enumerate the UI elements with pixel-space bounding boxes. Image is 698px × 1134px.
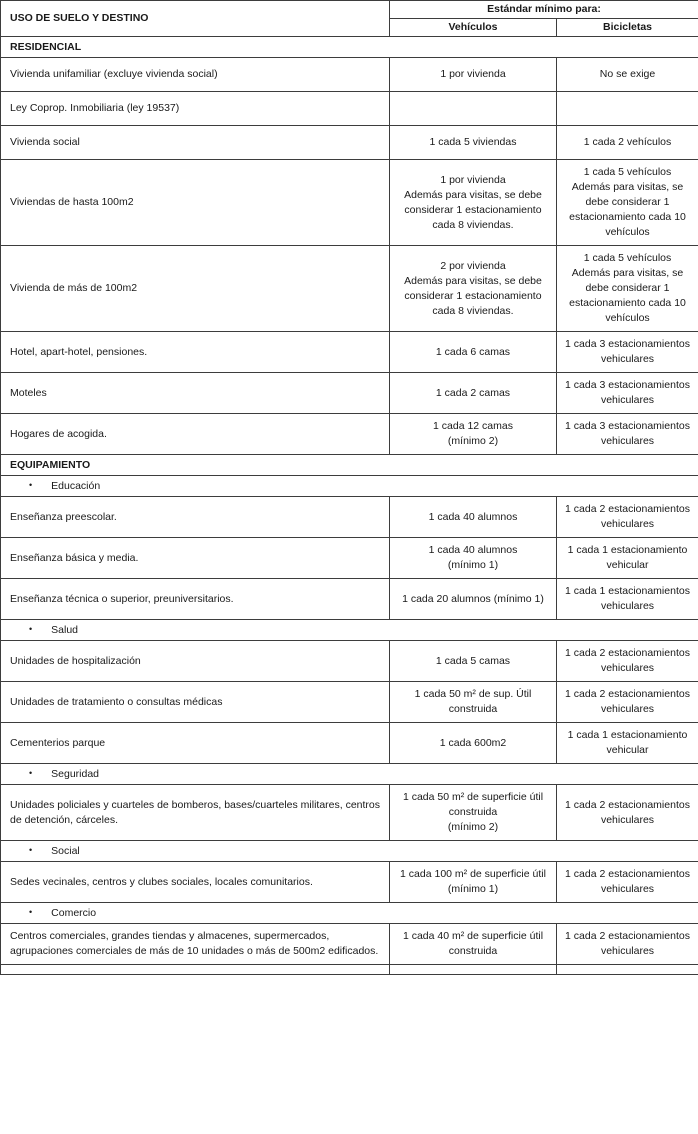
section-row: [1, 37, 698, 58]
bullet-icon: •: [29, 768, 33, 778]
table-header: [1, 1, 698, 37]
use-cell: Moteles: [1, 373, 390, 414]
bicicletas-cell: [557, 965, 698, 975]
subsection-label: Social: [51, 845, 80, 857]
bicicletas-cell: 1 cada 2 estacionamientos vehiculares: [557, 785, 698, 841]
use-cell: Enseñanza técnica o superior, preuniversitarios.: [1, 579, 390, 620]
table-row: [1, 92, 698, 126]
table-row: [1, 862, 698, 903]
vehiculos-cell: 1 cada 50 m² de sup. Útil construida: [390, 682, 557, 723]
use-cell: Vivienda unifamiliar (excluye vivienda social): [1, 58, 390, 92]
subsection-row: [1, 476, 698, 497]
use-cell: Enseñanza básica y media.: [1, 538, 390, 579]
use-cell: Unidades de hospitalización: [1, 641, 390, 682]
bicicletas-cell: 1 cada 1 estacionamiento vehicular: [557, 723, 698, 764]
table-row: [1, 126, 698, 160]
subsection-row: [1, 841, 698, 862]
table-row: [1, 723, 698, 764]
section-header-cell: RESIDENCIAL: [1, 37, 698, 58]
column-header-vehiculos: Vehículos: [390, 19, 557, 37]
vehiculos-cell: 1 cada 20 alumnos (mínimo 1): [390, 579, 557, 620]
subsection-row: [1, 903, 698, 924]
use-cell: Unidades policiales y cuarteles de bomberos, bases/cuarteles militares, centros de detención, cárceles.: [1, 785, 390, 841]
use-cell: Vivienda social: [1, 126, 390, 160]
bullet-icon: •: [29, 845, 33, 855]
use-cell: Cementerios parque: [1, 723, 390, 764]
bicicletas-cell: 1 cada 2 estacionamientos vehiculares: [557, 497, 698, 538]
table-row: [1, 58, 698, 92]
use-cell: Ley Coprop. Inmobiliaria (ley 19537): [1, 92, 390, 126]
vehiculos-cell: 1 cada 40 alumnos (mínimo 1): [390, 538, 557, 579]
table-row: [1, 682, 698, 723]
table-row: [1, 579, 698, 620]
vehiculos-cell: 1 cada 40 alumnos: [390, 497, 557, 538]
use-cell: Hogares de acogida.: [1, 414, 390, 455]
table-row: [1, 785, 698, 841]
partial-row: [1, 965, 698, 975]
bicicletas-cell: 1 cada 2 estacionamientos vehiculares: [557, 682, 698, 723]
subsection-row: [1, 620, 698, 641]
vehiculos-cell: 1 cada 5 camas: [390, 641, 557, 682]
bicicletas-cell: 1 cada 2 estacionamientos vehiculares: [557, 641, 698, 682]
vehiculos-cell: 1 cada 2 camas: [390, 373, 557, 414]
use-cell: Hotel, apart-hotel, pensiones.: [1, 332, 390, 373]
vehiculos-cell: 2 por vivienda Además para visitas, se debe considerar 1 estacionamiento cada 8 viviendas.: [390, 246, 557, 332]
vehiculos-cell: 1 cada 40 m² de superficie útil construida: [390, 924, 557, 965]
subsection-label: Seguridad: [51, 768, 100, 780]
bullet-icon: •: [29, 480, 33, 490]
use-cell: Centros comerciales, grandes tiendas y almacenes, supermercados, agrupaciones comerciales de más de 10 unidades o más de 500m2 edificados.: [1, 924, 390, 965]
subsection-label: Salud: [51, 624, 79, 636]
bicicletas-cell: 1 cada 2 estacionamientos vehiculares: [557, 924, 698, 965]
column-header-uso-de-suelo: USO DE SUELO Y DESTINO: [1, 1, 390, 37]
column-header-estandar-minimo: Estándar mínimo para:: [390, 1, 698, 19]
bicicletas-cell: 1 cada 5 vehículos Además para visitas, se debe considerar 1 estacionamiento cada 10 vehículos: [557, 246, 698, 332]
bicicletas-cell: 1 cada 1 estacionamiento vehicular: [557, 538, 698, 579]
section-row: [1, 455, 698, 476]
subsection-cell: [1, 476, 698, 497]
bicicletas-cell: 1 cada 5 vehículos Además para visitas, se debe considerar 1 estacionamiento cada 10 vehículos: [557, 160, 698, 246]
subsection-row: [1, 764, 698, 785]
vehiculos-cell: 1 cada 50 m² de superficie útil construida (mínimo 2): [390, 785, 557, 841]
bicicletas-cell: No se exige: [557, 58, 698, 92]
subsection-label: Comercio: [51, 907, 97, 919]
vehiculos-cell: [390, 965, 557, 975]
header-row-top: [1, 1, 698, 19]
use-cell: Vivienda de más de 100m2: [1, 246, 390, 332]
use-cell: [1, 965, 390, 975]
bicicletas-cell: 1 cada 3 estacionamientos vehiculares: [557, 332, 698, 373]
table-row: [1, 246, 698, 332]
use-cell: Viviendas de hasta 100m2: [1, 160, 390, 246]
subsection-label: Educación: [51, 480, 101, 492]
bicicletas-cell: 1 cada 2 estacionamientos vehiculares: [557, 862, 698, 903]
table-row: [1, 414, 698, 455]
table-row: [1, 641, 698, 682]
section-header-cell: EQUIPAMIENTO: [1, 455, 698, 476]
table-row: [1, 332, 698, 373]
vehiculos-cell: 1 cada 12 camas (mínimo 2): [390, 414, 557, 455]
vehiculos-cell: [390, 92, 557, 126]
use-cell: Enseñanza preescolar.: [1, 497, 390, 538]
use-cell: Unidades de tratamiento o consultas médicas: [1, 682, 390, 723]
bicicletas-cell: 1 cada 2 vehículos: [557, 126, 698, 160]
vehiculos-cell: 1 cada 100 m² de superficie útil (mínimo 1): [390, 862, 557, 903]
column-header-bicicletas: Bicicletas: [557, 19, 698, 37]
vehiculos-cell: 1 cada 600m2: [390, 723, 557, 764]
vehiculos-cell: 1 cada 5 viviendas: [390, 126, 557, 160]
bullet-icon: •: [29, 907, 33, 917]
vehiculos-cell: 1 cada 6 camas: [390, 332, 557, 373]
subsection-cell: [1, 764, 698, 785]
table-body: [1, 37, 698, 975]
bicicletas-cell: 1 cada 3 estacionamientos vehiculares: [557, 373, 698, 414]
subsection-cell: [1, 620, 698, 641]
table-row: [1, 538, 698, 579]
table-row: [1, 497, 698, 538]
table-row: [1, 160, 698, 246]
bullet-icon: •: [29, 624, 33, 634]
table-row: [1, 373, 698, 414]
subsection-cell: [1, 903, 698, 924]
bicicletas-cell: 1 cada 3 estacionamientos vehiculares: [557, 414, 698, 455]
vehiculos-cell: 1 por vivienda Además para visitas, se debe considerar 1 estacionamiento cada 8 viviendas.: [390, 160, 557, 246]
table-row: [1, 924, 698, 965]
vehiculos-cell: 1 por vivienda: [390, 58, 557, 92]
bicicletas-cell: 1 cada 1 estacionamientos vehiculares: [557, 579, 698, 620]
subsection-cell: [1, 841, 698, 862]
use-cell: Sedes vecinales, centros y clubes sociales, locales comunitarios.: [1, 862, 390, 903]
bicicletas-cell: [557, 92, 698, 126]
